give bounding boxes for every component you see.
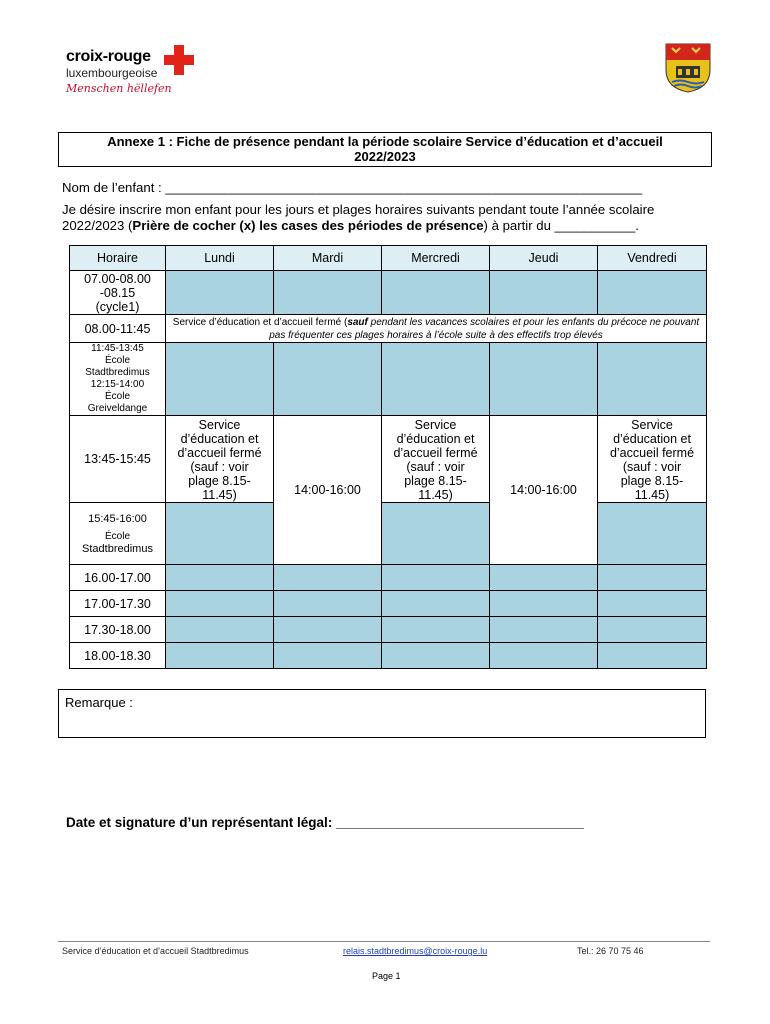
- coat-of-arms-icon: [664, 42, 712, 94]
- closure-notice: [166, 315, 707, 343]
- closed-text: d’éducation et: [180, 432, 259, 446]
- checkbox-cell[interactable]: [490, 343, 598, 416]
- checkbox-cell[interactable]: [490, 617, 598, 643]
- page-number: Page 1: [372, 971, 401, 981]
- logo-slogan: Menschen hëllefen: [66, 82, 172, 95]
- time-text: 07.00-08.00: [84, 271, 151, 286]
- checkbox-cell[interactable]: [166, 591, 274, 617]
- time-cell-early: [70, 271, 166, 315]
- slot-mardi-afternoon[interactable]: 14:00-16:00: [274, 416, 382, 565]
- time-text: (cycle1): [95, 299, 140, 314]
- closed-text: d’accueil fermé: [393, 446, 478, 460]
- header-mercredi: Mercredi: [382, 246, 490, 271]
- closed-text: plage 8.15-: [188, 474, 251, 488]
- checkbox-cell[interactable]: [598, 617, 707, 643]
- time-text: Greiveldange: [87, 403, 148, 414]
- closed-text: d’éducation et: [613, 432, 691, 446]
- checkbox-cell[interactable]: [490, 565, 598, 591]
- header-lundi: Lundi: [166, 246, 274, 271]
- closed-text: d’éducation et: [396, 432, 475, 446]
- closed-service-vendredi: [598, 416, 707, 503]
- red-cross-icon: [164, 45, 194, 75]
- footer-divider: [58, 941, 710, 942]
- schedule-table: [69, 245, 706, 665]
- time-text: École: [104, 391, 130, 402]
- checkbox-cell[interactable]: [274, 617, 382, 643]
- checkbox-cell[interactable]: [490, 591, 598, 617]
- time-cell-morning: 08.00-11:45: [70, 315, 166, 343]
- closed-service-mercredi: [382, 416, 490, 503]
- time-text: École: [104, 355, 130, 366]
- checkbox-cell[interactable]: [382, 343, 490, 416]
- time-text: 15:45-16:00: [88, 512, 147, 525]
- closed-text: d’accueil fermé: [609, 446, 695, 460]
- checkbox-cell[interactable]: [166, 643, 274, 669]
- remark-label: Remarque :: [65, 695, 133, 710]
- time-cell-evening: 18.00-18.30: [70, 643, 166, 669]
- time-cell-lunch: [70, 343, 166, 416]
- closed-text: (sauf : voir: [622, 460, 682, 474]
- checkbox-cell[interactable]: [382, 643, 490, 669]
- checkbox-cell[interactable]: [598, 503, 707, 565]
- checkbox-cell[interactable]: [382, 503, 490, 565]
- header-vendredi: Vendredi: [598, 246, 707, 271]
- closed-text: plage 8.15-: [404, 474, 467, 488]
- closed-text: Service: [198, 418, 241, 432]
- header-mardi: Mardi: [274, 246, 382, 271]
- inscription-text: [62, 202, 712, 234]
- closed-text: 11.45): [634, 488, 670, 502]
- title-line-1: Annexe 1 : Fiche de présence pendant la période scolaire Service d’éducation et d’accueil: [107, 134, 663, 149]
- footer-email-link[interactable]: relais.stadtbredimus@croix-rouge.lu: [343, 946, 488, 956]
- time-text: 11:45-13:45: [91, 343, 144, 354]
- closed-text: (sauf : voir: [190, 460, 249, 474]
- time-text: -08.15: [99, 285, 136, 300]
- checkbox-cell[interactable]: [166, 343, 274, 416]
- checkbox-cell[interactable]: [598, 343, 707, 416]
- checkbox-cell[interactable]: [382, 591, 490, 617]
- checkbox-cell[interactable]: [166, 503, 274, 565]
- checkbox-cell[interactable]: [382, 565, 490, 591]
- notice-emphasis: sauf: [347, 316, 368, 328]
- checkbox-cell[interactable]: [166, 271, 274, 315]
- time-cell-late-afternoon: [70, 503, 166, 565]
- checkbox-cell[interactable]: [598, 643, 707, 669]
- header-horaire: Horaire: [70, 246, 166, 271]
- signature-field[interactable]: Date et signature d’un représentant légal: _________________________________: [66, 815, 584, 830]
- checkbox-cell[interactable]: [274, 643, 382, 669]
- croix-rouge-logo: [66, 42, 196, 104]
- time-text: Stadtbredimus: [85, 367, 150, 378]
- time-cell-evening: 16.00-17.00: [70, 565, 166, 591]
- logo-subtitle: luxembourgeoise: [66, 66, 158, 80]
- closed-service-lundi: [166, 416, 274, 503]
- checkbox-cell[interactable]: [490, 271, 598, 315]
- checkbox-cell[interactable]: [382, 617, 490, 643]
- time-cell-afternoon: 13:45-15:45: [70, 416, 166, 503]
- remark-field[interactable]: [58, 689, 706, 738]
- time-text: École: [104, 530, 130, 542]
- notice-text: Service d’éducation et d’accueil fermé (: [172, 316, 348, 328]
- logo-name: croix-rouge: [66, 48, 151, 65]
- closed-text: Service: [631, 418, 673, 432]
- footer-phone: Tel.: 26 70 75 46: [577, 946, 644, 956]
- checkbox-cell[interactable]: [382, 271, 490, 315]
- closed-text: d’accueil fermé: [177, 446, 262, 460]
- inscription-part-1: Je désire inscrire mon enfant pour les jours et plages horaires suivants pendant toute l’année scolaire 2022/2023 (: [62, 202, 655, 233]
- time-text: 12:15-14:00: [90, 379, 145, 390]
- checkbox-cell[interactable]: [598, 271, 707, 315]
- closed-text: 11.45): [418, 488, 453, 502]
- checkbox-cell[interactable]: [490, 643, 598, 669]
- checkbox-cell[interactable]: [598, 591, 707, 617]
- checkbox-cell[interactable]: [274, 271, 382, 315]
- checkbox-cell[interactable]: [166, 565, 274, 591]
- inscription-bold: Prière de cocher (x) les cases des périodes de présence: [132, 218, 484, 233]
- checkbox-cell[interactable]: [274, 565, 382, 591]
- slot-jeudi-afternoon[interactable]: 14:00-16:00: [490, 416, 598, 565]
- footer-service: Service d’éducation et d’accueil Stadtbredimus: [62, 946, 249, 956]
- closed-text: (sauf : voir: [406, 460, 465, 474]
- title-line-2: 2022/2023: [354, 149, 416, 164]
- header-jeudi: Jeudi: [490, 246, 598, 271]
- time-text: Stadtbredimus: [82, 542, 153, 555]
- page-title: [58, 132, 712, 167]
- closed-text: Service: [414, 418, 457, 432]
- inscription-part-2: ) à partir du ___________.: [483, 218, 639, 233]
- checkbox-cell[interactable]: [274, 343, 382, 416]
- checkbox-cell[interactable]: [598, 565, 707, 591]
- closed-text: plage 8.15-: [620, 474, 684, 488]
- checkbox-cell[interactable]: [166, 617, 274, 643]
- child-name-field[interactable]: Nom de l’enfant : _________________________________________________________________: [62, 180, 643, 195]
- notice-text-italic: pendant les vacances scolaires et pour les enfants du précoce ne pouvant pas fréquenter ces plages horaires à l’école suite à des effectifs trop élevés: [269, 316, 700, 341]
- checkbox-cell[interactable]: [274, 591, 382, 617]
- time-cell-evening: 17.30-18.00: [70, 617, 166, 643]
- closed-text: 11.45): [202, 488, 237, 502]
- time-cell-evening: 17.00-17.30: [70, 591, 166, 617]
